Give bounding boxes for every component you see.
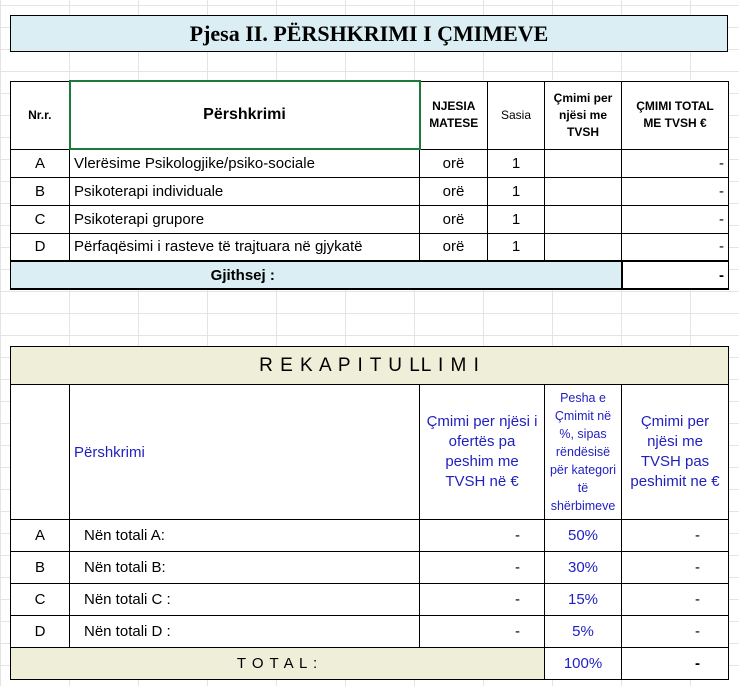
recap-total-label: T O T A L : — [11, 648, 545, 680]
row-unit-price[interactable] — [545, 233, 622, 261]
recap-header-weight: Pesha e Çmimit në %, sipas rëndësisë për kategori të shërbimeve — [545, 385, 622, 520]
recap-header-weighted-price: Çmimi per njësi me TVSH pas peshimit ne € — [622, 385, 729, 520]
row-unit[interactable]: orë — [420, 177, 488, 205]
table-row — [11, 616, 729, 648]
row-unit[interactable]: orë — [420, 205, 488, 233]
recap-title: R E K A P I T U LL I M I — [11, 347, 729, 385]
total-value[interactable]: - — [622, 261, 729, 289]
recap-total-weight[interactable]: 100% — [545, 648, 622, 680]
table-row — [11, 149, 729, 177]
recap-total-row — [11, 648, 729, 680]
recap-row-weighted[interactable]: - — [622, 552, 729, 584]
page-title: Pjesa II. PËRSHKRIMI I ÇMIMEVE — [10, 15, 728, 52]
pricing-total-row — [11, 261, 729, 289]
recap-row-weight[interactable]: 5% — [545, 616, 622, 648]
recap-header-description: Përshkrimi — [70, 385, 420, 520]
row-unit-price[interactable] — [545, 149, 622, 177]
row-unit[interactable]: orë — [420, 233, 488, 261]
header-description[interactable]: Përshkrimi — [70, 81, 420, 149]
header-nr: Nr.r. — [11, 81, 70, 149]
row-description[interactable]: Përfaqësimi i rasteve të trajtuara në gjykatë — [70, 233, 420, 261]
pricing-header-row — [11, 81, 729, 149]
recap-row-offer[interactable]: - — [420, 520, 545, 552]
row-total[interactable]: - — [622, 177, 729, 205]
recap-row-weight[interactable]: 50% — [545, 520, 622, 552]
recap-header-row — [11, 385, 729, 520]
row-description[interactable]: Psikoterapi grupore — [70, 205, 420, 233]
recap-row-label: Nën totali A: — [70, 520, 420, 552]
recap-row-offer[interactable]: - — [420, 552, 545, 584]
table-row — [11, 520, 729, 552]
pricing-table — [10, 80, 729, 290]
row-nr: C — [11, 205, 70, 233]
recap-title-row — [11, 347, 729, 385]
recap-total-value[interactable]: - — [622, 648, 729, 680]
recap-table — [10, 346, 729, 680]
recap-row-weighted[interactable]: - — [622, 616, 729, 648]
row-total[interactable]: - — [622, 149, 729, 177]
recap-row-nr: D — [11, 616, 70, 648]
row-nr: B — [11, 177, 70, 205]
table-row — [11, 584, 729, 616]
recap-row-weighted[interactable]: - — [622, 584, 729, 616]
recap-header-nr — [11, 385, 70, 520]
header-quantity: Sasia — [488, 81, 545, 149]
table-row — [11, 552, 729, 584]
table-row — [11, 205, 729, 233]
header-total-price: ÇMIMI TOTAL ME TVSH € — [622, 81, 729, 149]
recap-row-nr: C — [11, 584, 70, 616]
row-description[interactable]: Vlerësime Psikologjike/psiko-sociale — [70, 149, 420, 177]
header-unit: NJESIA MATESE — [420, 81, 488, 149]
row-total[interactable]: - — [622, 233, 729, 261]
recap-row-offer[interactable]: - — [420, 584, 545, 616]
recap-row-weight[interactable]: 30% — [545, 552, 622, 584]
row-quantity[interactable]: 1 — [488, 233, 545, 261]
total-label: Gjithsej : — [11, 261, 622, 289]
row-total[interactable]: - — [622, 205, 729, 233]
table-row — [11, 233, 729, 261]
row-nr: A — [11, 149, 70, 177]
recap-row-weight[interactable]: 15% — [545, 584, 622, 616]
recap-row-offer[interactable]: - — [420, 616, 545, 648]
recap-row-nr: A — [11, 520, 70, 552]
row-nr: D — [11, 233, 70, 261]
row-unit-price[interactable] — [545, 205, 622, 233]
row-quantity[interactable]: 1 — [488, 205, 545, 233]
recap-header-offer-price: Çmimi per njësi i ofertës pa peshim me TVSH në € — [420, 385, 545, 520]
row-unit[interactable]: orë — [420, 149, 488, 177]
row-unit-price[interactable] — [545, 177, 622, 205]
recap-row-nr: B — [11, 552, 70, 584]
recap-row-label: Nën totali B: — [70, 552, 420, 584]
row-quantity[interactable]: 1 — [488, 149, 545, 177]
row-description[interactable]: Psikoterapi individuale — [70, 177, 420, 205]
table-row — [11, 177, 729, 205]
recap-row-label: Nën totali C : — [70, 584, 420, 616]
row-quantity[interactable]: 1 — [488, 177, 545, 205]
recap-row-label: Nën totali D : — [70, 616, 420, 648]
recap-row-weighted[interactable]: - — [622, 520, 729, 552]
header-unit-price: Çmimi per njësi me TVSH — [545, 81, 622, 149]
